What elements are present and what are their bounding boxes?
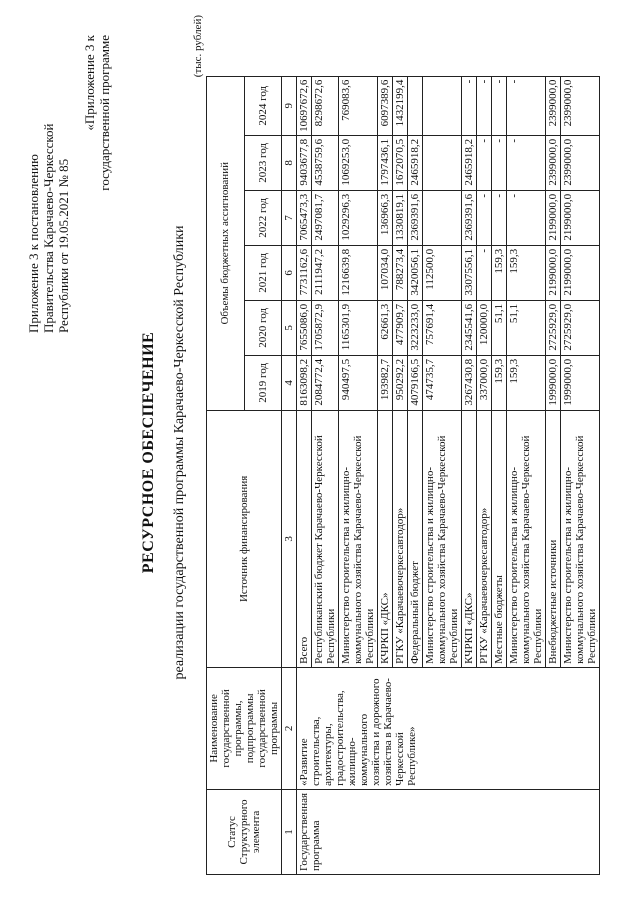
header-row xyxy=(207,76,245,874)
source-cell: РГКУ «Карачаевочеркесавтодор» xyxy=(393,410,408,667)
col-name-header: Наименование государственной программы, подпрограммы государственной программы xyxy=(207,667,282,789)
program-reference xyxy=(82,35,112,295)
value-cell: 159,3 xyxy=(507,355,546,410)
col-number: 3 xyxy=(282,410,297,667)
value-cell: 6097389,6 xyxy=(378,76,393,135)
source-cell: Федеральный бюджет xyxy=(408,410,423,667)
value-cell: 1432199,4 xyxy=(393,76,408,135)
value-cell: - xyxy=(477,245,492,300)
value-cell: 1999000,0 xyxy=(561,355,600,410)
value-cell: 2199000,0 xyxy=(561,245,600,300)
source-cell: Министерство строительства и жилищно-коммунального хозяйства Карачаево-Черкесской Республики xyxy=(339,410,378,667)
value-cell xyxy=(423,190,462,245)
table-row xyxy=(297,76,312,874)
value-cell: - xyxy=(507,190,546,245)
year-header: 2024 год xyxy=(244,76,282,135)
value-cell: 2399000,0 xyxy=(561,135,600,190)
value-cell: 1029296,3 xyxy=(339,190,378,245)
value-cell: 159,3 xyxy=(492,245,507,300)
value-cell: 2399000,0 xyxy=(561,76,600,135)
source-cell: КЧРКП «ДКС» xyxy=(462,410,477,667)
value-cell: 1330819,1 xyxy=(393,190,408,245)
appendix-line: Правительства Карачаево-Черкесской xyxy=(41,123,56,333)
value-cell: - xyxy=(492,190,507,245)
col-number: 5 xyxy=(282,300,297,355)
value-cell: 2465918,2 xyxy=(462,135,477,190)
value-cell: 3307556,1 xyxy=(462,245,477,300)
value-cell: 120000,0 xyxy=(477,300,492,355)
value-cell: 8163098,2 xyxy=(297,355,312,410)
value-cell: 1069253,0 xyxy=(339,135,378,190)
value-cell: 940497,5 xyxy=(339,355,378,410)
value-cell: 1216639,8 xyxy=(339,245,378,300)
source-cell: РГКУ «Карачаевочеркесавтодор» xyxy=(477,410,492,667)
value-cell: 3267430,8 xyxy=(462,355,477,410)
value-cell: 2111947,2 xyxy=(312,245,339,300)
appendix-note xyxy=(26,33,71,333)
value-cell: 159,3 xyxy=(492,355,507,410)
source-cell: Министерство строительства и жилищно-коммунального хозяйства Карачаево-Черкесской Республики xyxy=(507,410,546,667)
value-cell: 3420056,1 xyxy=(408,245,423,300)
value-cell: 2725929,0 xyxy=(546,300,561,355)
value-cell xyxy=(423,135,462,190)
value-cell xyxy=(408,76,423,135)
year-header: 2020 год xyxy=(244,300,282,355)
value-cell: 112500,0 xyxy=(423,245,462,300)
value-cell: 62661,3 xyxy=(378,300,393,355)
value-cell: 2399000,0 xyxy=(546,76,561,135)
year-header: 2022 год xyxy=(244,190,282,245)
value-cell: 193982,7 xyxy=(378,355,393,410)
value-cell: 337000,0 xyxy=(477,355,492,410)
value-cell: 950292,2 xyxy=(393,355,408,410)
col-volumes-header: Объемы бюджетных ассигнований xyxy=(207,76,245,410)
column-number-row xyxy=(282,76,297,874)
value-cell: - xyxy=(477,135,492,190)
value-cell: 477909,7 xyxy=(393,300,408,355)
value-cell: 3223233,0 xyxy=(408,300,423,355)
value-cell: 7731162,6 xyxy=(297,245,312,300)
value-cell: 51,1 xyxy=(507,300,546,355)
source-cell: Министерство строительства и жилищно-коммунального хозяйства Карачаево-Черкесской Республики xyxy=(423,410,462,667)
value-cell: 2084772,4 xyxy=(312,355,339,410)
value-cell: 2399000,0 xyxy=(546,135,561,190)
col-number: 6 xyxy=(282,245,297,300)
value-cell: 7655086,0 xyxy=(297,300,312,355)
source-cell: Всего xyxy=(297,410,312,667)
value-cell: 51,1 xyxy=(492,300,507,355)
value-cell: 10697672,6 xyxy=(297,76,312,135)
source-cell: Местные бюджеты xyxy=(492,410,507,667)
value-cell: - xyxy=(507,76,546,135)
value-cell: 2369391,6 xyxy=(408,190,423,245)
page-subtitle: реализации государственной программы Карачаево-Черкесской Республики xyxy=(172,225,187,680)
table-body xyxy=(297,76,600,874)
units-note: (тыс. рублей) xyxy=(192,15,204,78)
appendix-line: Республики от 19.05.2021 № 85 xyxy=(56,158,71,333)
program-name-cell: «Развитие строительства, архитектуры, градостроительства, жилищно-коммунального хозяйства и дорожного хозяйства в Карачаево-Черкесской Республике» xyxy=(297,667,600,789)
value-cell: 159,3 xyxy=(507,245,546,300)
source-cell: Внебюджетные источники xyxy=(546,410,561,667)
value-cell: 4079166,5 xyxy=(408,355,423,410)
col-number: 9 xyxy=(282,76,297,135)
year-header: 2019 год xyxy=(244,355,282,410)
page-title: РЕСУРСНОЕ ОБЕСПЕЧЕНИЕ xyxy=(140,331,157,574)
value-cell: 757691,4 xyxy=(423,300,462,355)
col-number: 1 xyxy=(282,789,297,874)
program-ref-line: государственной программе xyxy=(97,35,112,191)
value-cell: 1705872,9 xyxy=(312,300,339,355)
value-cell: 2465918,2 xyxy=(408,135,423,190)
value-cell: - xyxy=(492,135,507,190)
value-cell xyxy=(423,76,462,135)
col-number: 4 xyxy=(282,355,297,410)
value-cell: 788273,4 xyxy=(393,245,408,300)
col-source-header: Источник финансирования xyxy=(207,410,282,667)
value-cell: 136966,3 xyxy=(378,190,393,245)
value-cell: - xyxy=(492,76,507,135)
value-cell: 2199000,0 xyxy=(546,190,561,245)
value-cell: - xyxy=(477,190,492,245)
resource-table xyxy=(206,76,600,875)
source-cell: Министерство строительства и жилищно-коммунального хозяйства Карачаево-Черкесской Республики xyxy=(561,410,600,667)
value-cell: 1672070,5 xyxy=(393,135,408,190)
source-cell: Республиканский бюджет Карачаево-Черкесской Республики xyxy=(312,410,339,667)
source-cell: КЧРКП «ДКС» xyxy=(378,410,393,667)
value-cell: 4538759,6 xyxy=(312,135,339,190)
value-cell: 8298672,6 xyxy=(312,76,339,135)
value-cell: - xyxy=(477,76,492,135)
appendix-line: Приложение 3 к постановлению xyxy=(26,154,41,333)
col-number: 8 xyxy=(282,135,297,190)
program-ref-line: «Приложение 3 к xyxy=(82,35,97,131)
value-cell: 2199000,0 xyxy=(561,190,600,245)
year-header: 2021 год xyxy=(244,245,282,300)
value-cell: 2725929,0 xyxy=(561,300,600,355)
value-cell: 2497081,7 xyxy=(312,190,339,245)
col-number: 2 xyxy=(282,667,297,789)
value-cell: 2199000,0 xyxy=(546,245,561,300)
value-cell: 1797436,1 xyxy=(378,135,393,190)
year-header: 2023 год xyxy=(244,135,282,190)
col-status-header: Статус Структурного элемента xyxy=(207,789,282,874)
value-cell: 474735,7 xyxy=(423,355,462,410)
col-number: 7 xyxy=(282,190,297,245)
value-cell: - xyxy=(507,135,546,190)
value-cell: 107034,0 xyxy=(378,245,393,300)
value-cell: 2345541,6 xyxy=(462,300,477,355)
value-cell: 9403677,8 xyxy=(297,135,312,190)
value-cell: 769083,6 xyxy=(339,76,378,135)
value-cell: 2369391,6 xyxy=(462,190,477,245)
value-cell: 7065473,3 xyxy=(297,190,312,245)
value-cell: - xyxy=(462,76,477,135)
value-cell: 1165301,9 xyxy=(339,300,378,355)
value-cell: 1999000,0 xyxy=(546,355,561,410)
status-cell: Государственная программа xyxy=(297,789,600,874)
